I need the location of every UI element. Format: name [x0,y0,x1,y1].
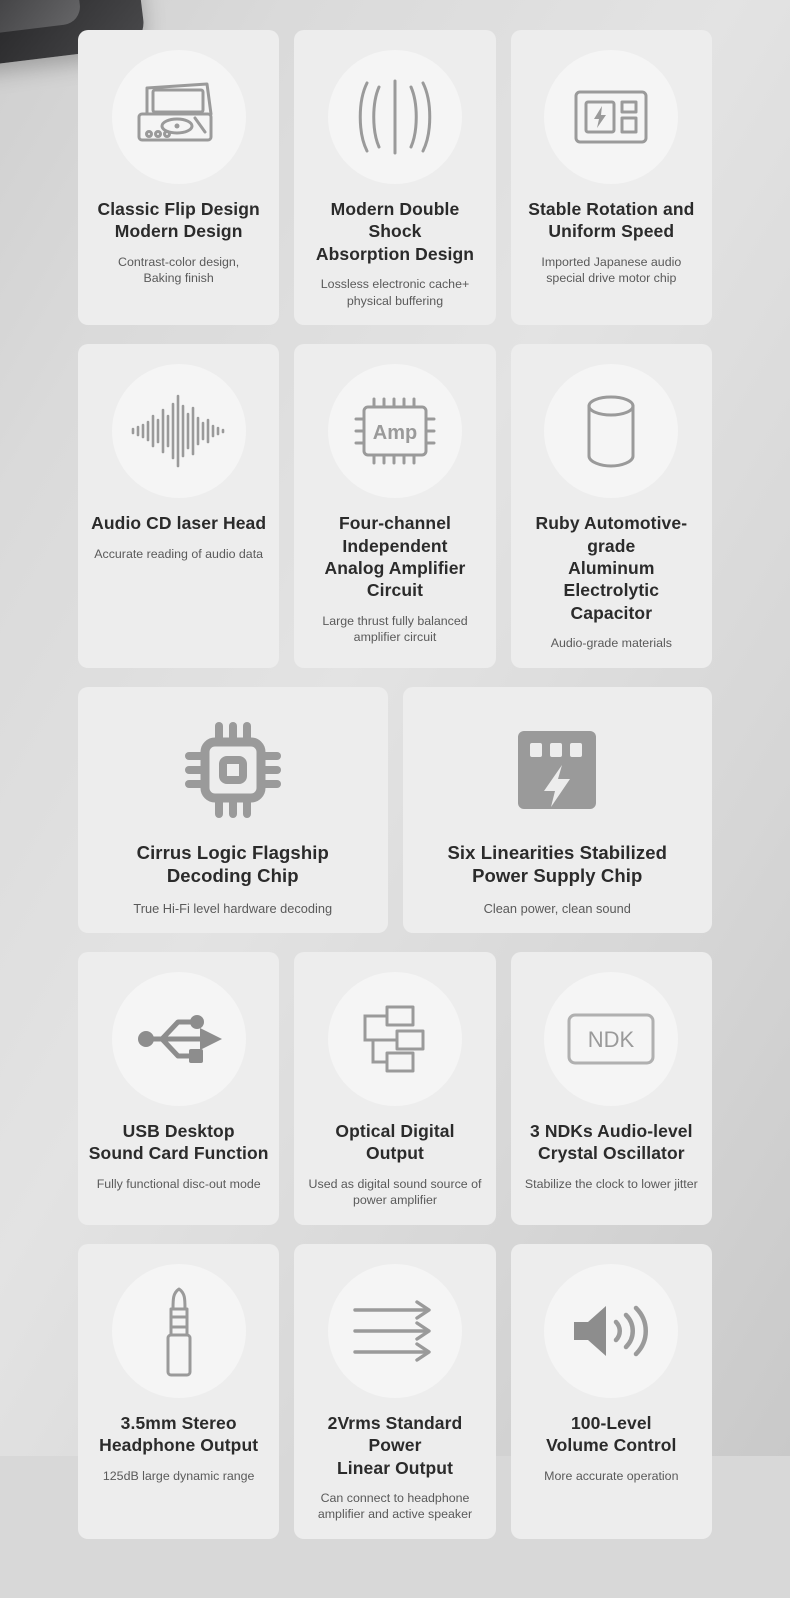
feature-subtitle: Contrast-color design, Baking finish [118,254,240,286]
feature-title: Four-channel Independent Analog Amplifier Circuit [324,513,466,601]
feature-card-classic-flip-design [78,30,279,325]
icon-circle [328,364,462,498]
feature-subtitle: Lossless electronic cache+ physical buffering [320,277,470,308]
icon-circle [544,50,678,184]
feature-subtitle: Imported Japanese audio special drive motor chip [541,254,682,286]
feature-row [78,344,712,667]
feature-subtitle: Clean power, clean sound [483,900,631,916]
feature-card-decoding-chip [78,687,388,933]
feature-row [78,30,712,325]
icon-circle [544,364,678,498]
linear-output-icon [349,1302,441,1360]
feature-card-ndk-crystal [511,952,712,1225]
feature-subtitle: Fully functional disc-out mode [96,1176,261,1191]
waveform-icon [129,394,229,468]
feature-card-cd-laser-head [78,344,279,667]
feature-subtitle: Large thrust fully balanced amplifier circuit [322,613,468,645]
feature-title: USB Desktop Sound Card Function [88,1120,269,1164]
feature-title: Classic Flip Design Modern Design [97,199,260,242]
icon-circle [544,972,678,1106]
icon-circle [328,50,462,184]
feature-card-shock-absorption [294,30,495,325]
feature-row [78,1244,712,1539]
feature-title: Stable Rotation and Uniform Speed [528,199,695,242]
headphone-jack-icon [159,1283,199,1379]
feature-subtitle: Can connect to headphone amplifier and active speaker [317,1490,473,1522]
feature-title: 100-Level Volume Control [546,1412,677,1456]
feature-card-linear-output [294,1244,495,1539]
feature-title: 2Vrms Standard Power Linear Output [327,1412,463,1478]
feature-card-capacitor [511,344,712,667]
feature-card-stable-rotation [511,30,712,325]
feature-subtitle: Accurate reading of audio data [94,546,264,561]
icon-circle [112,972,246,1106]
feature-title: 3 NDKs Audio-level Crystal Oscillator [530,1120,693,1164]
feature-row [78,952,712,1225]
shock-absorption-icon [353,77,437,157]
feature-title: 3.5mm Stereo Headphone Output [99,1412,259,1456]
feature-title: Modern Double Shock Absorption Design [315,199,475,264]
motor-chip-icon [572,86,650,148]
icon-circle [112,50,246,184]
feature-row [78,687,712,933]
feature-card-power-supply-chip [403,687,713,933]
amp-chip-icon [352,395,438,467]
icon-wrap [181,715,285,825]
icon-circle [544,1264,678,1398]
volume-icon [568,1296,654,1366]
amp-label: Amp [372,422,418,445]
feature-subtitle: True Hi-Fi level hardware decoding [133,900,333,916]
power-supply-chip-icon [508,721,606,819]
feature-subtitle: Audio-grade materials [550,636,672,651]
icon-circle [328,972,462,1106]
capacitor-icon [581,392,641,470]
feature-card-optical-output [294,952,495,1225]
feature-title: Optical Digital Output [335,1120,455,1164]
decoding-chip-icon [181,718,285,822]
icon-circle [112,364,246,498]
optical-output-icon [353,1003,437,1075]
feature-card-usb-sound-card [78,952,279,1225]
feature-card-volume-control [511,1244,712,1539]
feature-title: Ruby Automotive-grade Aluminum Electrolytic Capacitor [535,513,688,623]
ndk-label: NDK [588,1026,635,1052]
feature-title: Cirrus Logic Flagship Decoding Chip [136,841,329,887]
feature-title: Six Linearities Stabilized Power Supply Chip [447,841,668,887]
feature-subtitle: 125dB large dynamic range [102,1468,255,1483]
feature-title: Audio CD laser Head [91,513,267,534]
turntable-icon [133,80,225,154]
ndk-crystal-icon [565,1011,657,1067]
feature-card-amplifier-circuit [294,344,495,667]
icon-circle [328,1264,462,1398]
usb-icon [136,1008,222,1070]
feature-subtitle: Stabilize the clock to lower jitter [524,1176,698,1191]
feature-subtitle: More accurate operation [544,1468,679,1483]
feature-subtitle: Used as digital sound source of power amplifier [308,1176,482,1208]
icon-circle [112,1264,246,1398]
feature-card-headphone-output [78,1244,279,1539]
icon-wrap [508,715,606,825]
